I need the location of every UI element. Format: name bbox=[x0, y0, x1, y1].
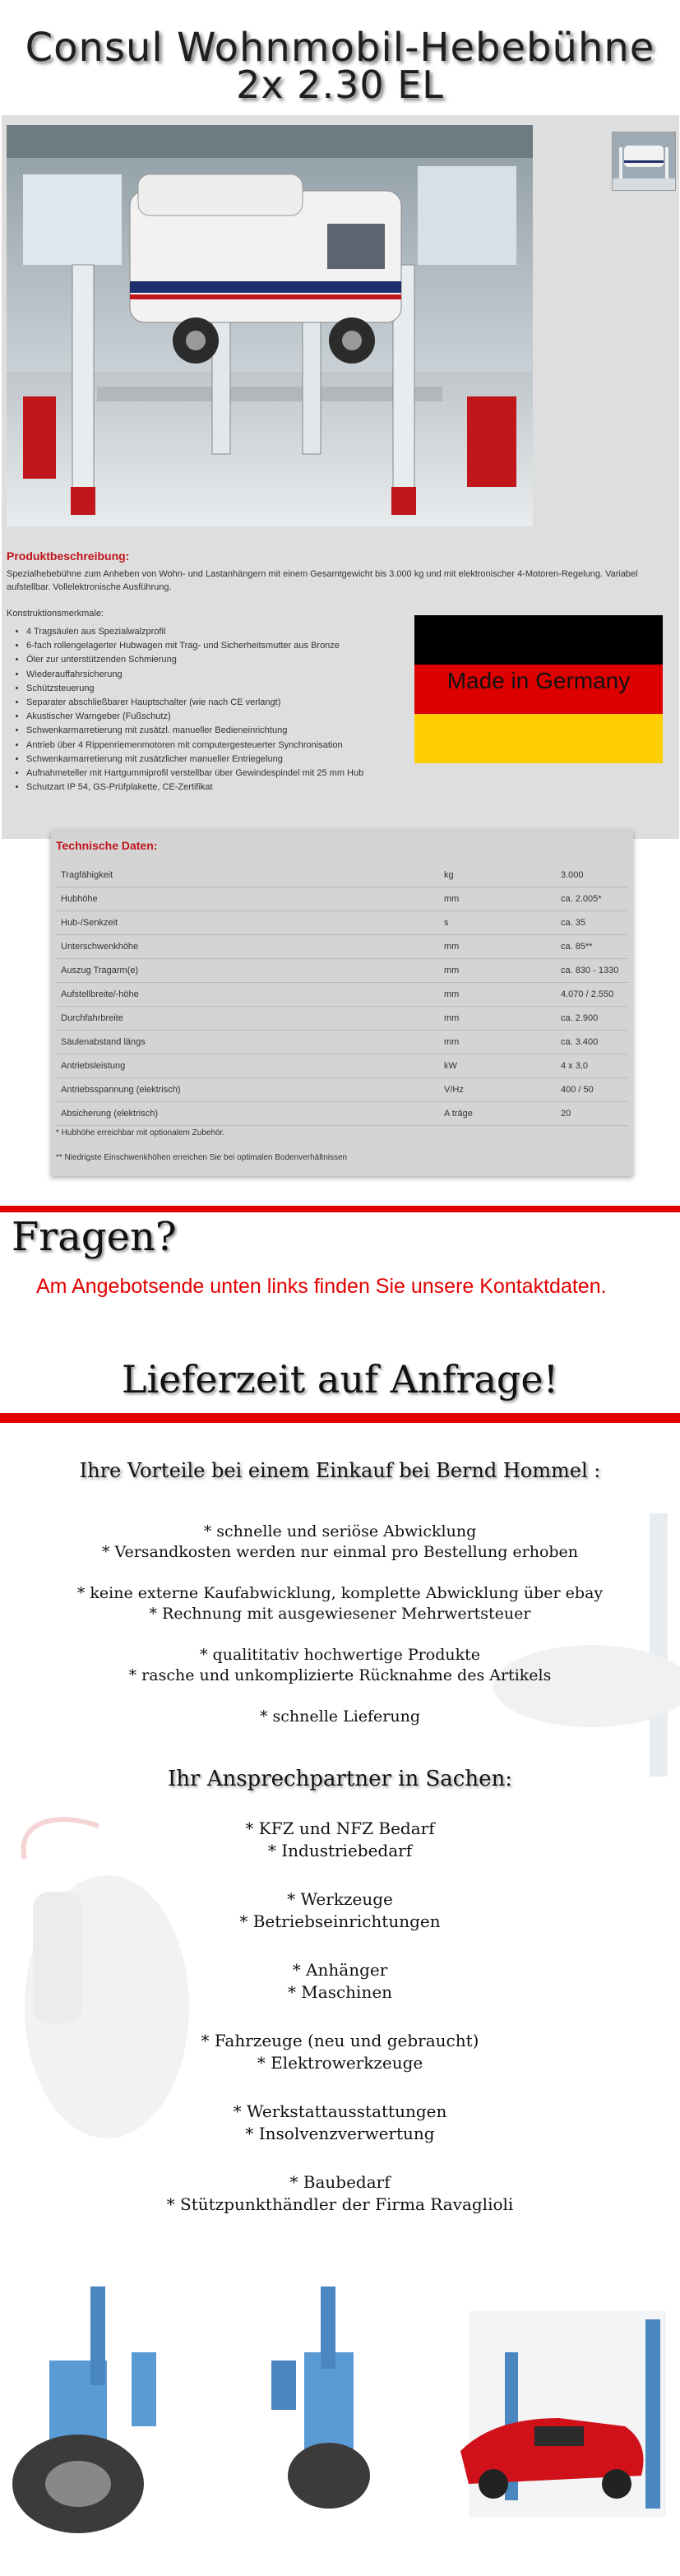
list-item: * Maschinen bbox=[287, 1982, 393, 2002]
spec-value: 4 x 3,0 bbox=[556, 1054, 628, 1078]
list-item: * Industriebedarf bbox=[267, 1841, 413, 1860]
table-row bbox=[56, 983, 628, 1007]
spec-label: Hubhöhe bbox=[56, 887, 439, 911]
contact-partner-title: Ihr Ansprechpartner in Sachen: bbox=[167, 1767, 513, 1791]
list-item: • Schutzart IP 54, GS-Prüfplakette, CE-Zertifikat bbox=[26, 781, 446, 795]
list-item: • Aufnahmeteller mit Hartgummiprofil verstellbar über Gewindespindel mit 25 mm Hub bbox=[26, 767, 446, 781]
table-row bbox=[56, 959, 628, 983]
table-row bbox=[56, 1054, 628, 1078]
description-title: Produktbeschreibung: bbox=[7, 549, 130, 563]
tech-data-table bbox=[56, 864, 628, 1126]
spec-label: Absicherung (elektrisch) bbox=[56, 1102, 439, 1126]
flag-stripe-gold bbox=[414, 714, 663, 763]
header bbox=[0, 0, 680, 115]
spec-label: Auszug Tragarm(e) bbox=[56, 959, 439, 983]
benefits-section bbox=[0, 1431, 680, 2576]
list-item: * Baubedarf bbox=[289, 2172, 391, 2192]
spec-label: Hub-/Senkzeit bbox=[56, 911, 439, 935]
lift-photo-illustration bbox=[7, 125, 533, 526]
spec-unit: s bbox=[439, 911, 556, 935]
contact-partner-list bbox=[0, 1818, 680, 2216]
list-item: * Versandkosten werden nur einmal pro Bestellung erhoben bbox=[101, 1543, 579, 1561]
german-flag bbox=[414, 615, 663, 763]
page-title: Consul Wohnmobil-Hebebühne bbox=[25, 25, 655, 71]
table-row bbox=[56, 864, 628, 887]
spec-unit: mm bbox=[439, 1031, 556, 1054]
spec-value: ca. 85** bbox=[556, 935, 628, 959]
tire-changer-image-middle bbox=[271, 2286, 370, 2509]
list-item: * KFZ und NFZ Bedarf bbox=[245, 1818, 435, 1838]
list-item: * Betriebseinrichtungen bbox=[239, 1911, 441, 1931]
list-item: • Schwenkarmarretierung mit zusätzl. manueller Bedieneinrichtung bbox=[26, 724, 446, 738]
list-item: * schnelle und seriöse Abwicklung bbox=[203, 1522, 477, 1541]
spec-label: Säulenabstand längs bbox=[56, 1031, 439, 1054]
divider-red bbox=[0, 1413, 680, 1423]
spec-value: ca. 2.005* bbox=[556, 887, 628, 911]
page-subtitle: 2x 2.30 EL bbox=[236, 63, 444, 107]
tire-changer-image-left bbox=[12, 2286, 156, 2533]
footnote-2: ** Niedrigste Einschwenkhöhen erreichen Sie bei optimalen Bodenverhältnissen bbox=[56, 1153, 348, 1162]
benefits-list bbox=[0, 1522, 680, 1727]
list-item: * schnelle Lieferung bbox=[259, 1707, 421, 1726]
spec-label: Unterschwenkhöhe bbox=[56, 935, 439, 959]
benefits-title: Ihre Vorteile bei einem Einkauf bei Bernd Hommel : bbox=[79, 1459, 601, 1482]
spec-label: Antriebsleistung bbox=[56, 1054, 439, 1078]
tech-data-title: Technische Daten: bbox=[56, 839, 158, 852]
spec-unit: A träge bbox=[439, 1102, 556, 1126]
spec-value: 20 bbox=[556, 1102, 628, 1126]
list-item: * Elektrowerkzeuge bbox=[257, 2053, 423, 2073]
divider-red bbox=[0, 1206, 680, 1212]
spec-value: ca. 3.400 bbox=[556, 1031, 628, 1054]
list-item: * Anhänger bbox=[292, 1960, 388, 1980]
list-item: * Werkzeuge bbox=[287, 1889, 393, 1909]
list-item: * keine externe Kaufabwicklung, komplette Abwicklung über ebay bbox=[76, 1584, 604, 1602]
flag-stripe-black bbox=[414, 615, 663, 665]
spec-value: 3.000 bbox=[556, 864, 628, 887]
list-item: * Fahrzeuge (neu und gebraucht) bbox=[201, 2031, 479, 2050]
fragen-text: Am Angebotsende unten links finden Sie unsere Kontaktdaten. bbox=[36, 1275, 607, 1298]
spec-unit: mm bbox=[439, 1007, 556, 1031]
thumbnail-image[interactable] bbox=[612, 132, 676, 191]
spec-value: 4.070 / 2.550 bbox=[556, 983, 628, 1007]
product-panel bbox=[2, 115, 679, 839]
list-item: • Akustischer Warngeber (Fußschutz) bbox=[26, 710, 446, 724]
table-row bbox=[56, 1007, 628, 1031]
tech-data-panel bbox=[51, 831, 633, 1176]
features-list bbox=[13, 625, 446, 795]
spec-value: ca. 830 - 1330 bbox=[556, 959, 628, 983]
list-item: • Öler zur unterstützenden Schmierung bbox=[26, 653, 446, 667]
spec-value: 400 / 50 bbox=[556, 1078, 628, 1102]
list-item: * qualititativ hochwertige Produkte bbox=[200, 1646, 480, 1664]
list-item: • Schwenkarmarretierung mit zusätzlicher manueller Entriegelung bbox=[26, 753, 446, 767]
spec-unit: mm bbox=[439, 983, 556, 1007]
spec-unit: kW bbox=[439, 1054, 556, 1078]
table-row bbox=[56, 1102, 628, 1126]
lieferzeit-heading: Lieferzeit auf Anfrage! bbox=[121, 1357, 559, 1402]
spec-label: Tragfähigkeit bbox=[56, 864, 439, 887]
list-item: * Insolvenzverwertung bbox=[245, 2124, 435, 2143]
spec-unit: mm bbox=[439, 887, 556, 911]
spec-label: Antriebsspannung (elektrisch) bbox=[56, 1078, 439, 1102]
list-item: • Separater abschließbarer Hauptschalter (wie nach CE verlangt) bbox=[26, 696, 446, 710]
car-lift-image-right bbox=[460, 2311, 666, 2517]
spec-label: Durchfahrbreite bbox=[56, 1007, 439, 1031]
table-row bbox=[56, 1078, 628, 1102]
list-item: * Rechnung mit ausgewiesener Mehrwertsteuer bbox=[149, 1605, 531, 1623]
description-text: Spezialhebebühne zum Anheben von Wohn- und Lastanhängern mit einem Gesamtgewicht bis 3.000 kg und mit elektronischer 4-Motoren-Regelung. Variabel aufstellbar. Vollelektronische Ausführung. bbox=[7, 569, 638, 592]
table-row bbox=[56, 935, 628, 959]
fragen-heading: Fragen? bbox=[12, 1214, 177, 1260]
spec-unit: mm bbox=[439, 935, 556, 959]
spec-value: ca. 2.900 bbox=[556, 1007, 628, 1031]
spec-label: Aufstellbreite/-höhe bbox=[56, 983, 439, 1007]
table-row bbox=[56, 911, 628, 935]
list-item: • 4 Tragsäulen aus Spezialwalzprofil bbox=[26, 625, 446, 639]
list-item: * Stützpunkthändler der Firma Ravaglioli bbox=[166, 2194, 514, 2214]
footnote-1: * Hubhöhe erreichbar mit optionalem Zubehör. bbox=[56, 1128, 225, 1137]
thumbnail-illustration bbox=[613, 132, 675, 190]
made-in-germany-label: Made in Germany bbox=[446, 668, 631, 693]
list-item: • Wiederauffahrsicherung bbox=[26, 668, 446, 682]
spec-unit: mm bbox=[439, 959, 556, 983]
spec-unit: V/Hz bbox=[439, 1078, 556, 1102]
list-item: * Werkstattausstattungen bbox=[233, 2101, 447, 2121]
list-item: * rasche und unkomplizierte Rücknahme des Artikels bbox=[128, 1666, 552, 1684]
features-title: Konstruktionsmerkmale: bbox=[7, 609, 104, 619]
product-photo bbox=[7, 125, 533, 526]
list-item: • 6-fach rollengelagerter Hubwagen mit Trag- und Sicherheitsmutter aus Bronze bbox=[26, 639, 446, 653]
spec-unit: kg bbox=[439, 864, 556, 887]
list-item: • Schützsteuerung bbox=[26, 682, 446, 696]
list-item: • Antrieb über 4 Rippenriemenmotoren mit computergesteuerter Synchronisation bbox=[26, 739, 446, 753]
table-row bbox=[56, 1031, 628, 1054]
table-row bbox=[56, 887, 628, 911]
spec-value: ca. 35 bbox=[556, 911, 628, 935]
